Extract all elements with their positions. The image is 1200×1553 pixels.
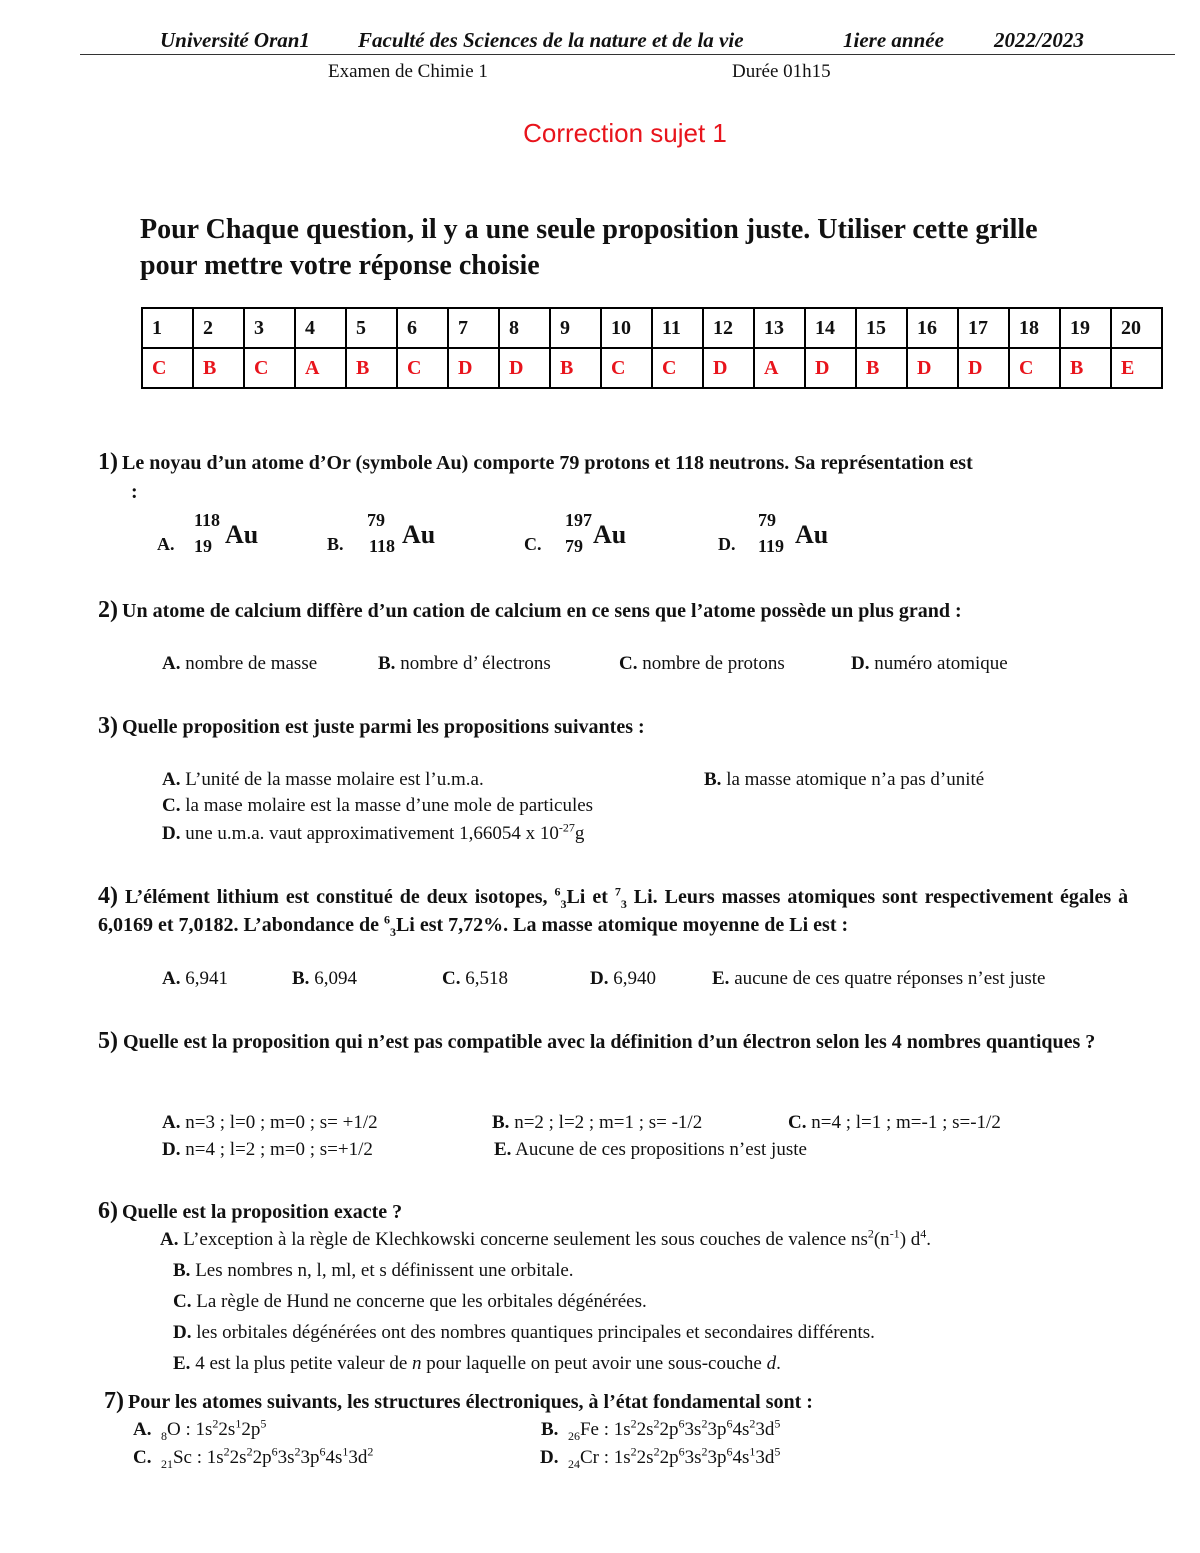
q5-option-e: E. Aucune de ces propositions n’est juste [494,1139,807,1160]
q7-option-c: C. $_{21}$Sc : $1s^22s^22p^63s^23p^64s^13d^2$ [133,1444,374,1471]
grid-answer-cell: D [907,348,958,388]
q4-option-e: E. aucune de ces quatre réponses n’est juste [712,968,1046,989]
grid-answer-cell: A [295,348,346,388]
grid-number-cell: 4 [295,308,346,348]
q5-option-a: A. n=3 ; l=0 ; m=0 ; s= +1/2 [162,1112,378,1133]
grid-answer-cell: D [703,348,754,388]
q2-option-b: B. nombre d’ électrons [378,653,551,674]
grid-number-cell: 3 [244,308,295,348]
grid-answer-cell: D [499,348,550,388]
grid-number-cell: 5 [346,308,397,348]
grid-answer-cell: B [346,348,397,388]
grid-number-cell: 11 [652,308,703,348]
grid-answer-cell: C [1009,348,1060,388]
q3-option-b: B. la masse atomique n’a pas d’unité [704,769,985,790]
grid-numbers-row [142,308,1162,348]
question-3: 3) Quelle proposition est juste parmi les propositions suivantes : [98,713,645,739]
q6-option-b: B. Les nombres n, l, ml, et s définissent une orbitale. [173,1260,574,1281]
q2-option-d: D. numéro atomique [851,653,1008,674]
grid-number-cell: 6 [397,308,448,348]
question-text: Le noyau d’un atome d’Or (symbole Au) comporte 79 protons et 118 neutrons. Sa représentation est [122,452,973,474]
grid-number-cell: 19 [1060,308,1111,348]
grid-answer-cell: C [601,348,652,388]
grid-answer-cell: D [805,348,856,388]
q3-option-d: D. une u.m.a. vaut approximativement 1,66054 x $10^{-27}g$ [162,820,585,844]
q4-option-b: B. 6,094 [292,968,357,989]
q6-option-c: C. La règle de Hund ne concerne que les orbitales dégénérées. [173,1291,647,1312]
grid-number-cell: 8 [499,308,550,348]
question-2: 2) Un atome de calcium diffère d’un cation de calcium en ce sens que l’atome possède un plus grand : [98,597,962,623]
grid-number-cell: 18 [1009,308,1060,348]
q4-option-d: D. 6,940 [590,968,656,989]
grid-number-cell: 10 [601,308,652,348]
grid-answers-row [142,348,1162,388]
university-name: Université Oran1 [160,28,310,52]
exam-duration: Durée 01h15 [732,61,831,82]
question-1-cont: : [131,481,138,503]
question-5: 5) Quelle est la proposition qui n’est pas compatible avec la définition d’un électron selon les 4 nombres quantiques ? [98,1028,1096,1054]
faculty-name: Faculté des Sciences de la nature et de la vie [358,28,744,52]
q3-option-a: A. L’unité de la masse molaire est l’u.m.a. [162,769,484,790]
grid-answer-cell: C [142,348,193,388]
q6-option-d: D. les orbitales dégénérées ont des nombres quantiques principales et secondaires différents. [173,1322,875,1343]
question-1 [98,449,973,476]
grid-number-cell: 16 [907,308,958,348]
grid-answer-cell: D [958,348,1009,388]
q3-option-c: C. la mase molaire est la masse d’une mole de particules [162,795,594,816]
grid-answer-cell: D [448,348,499,388]
instructions: Pour Chaque question, il y a une seule proposition juste. Utiliser cette grille pour mettre votre réponse choisie [140,214,1038,281]
grid-answer-cell: B [193,348,244,388]
grid-answer-cell: C [397,348,448,388]
grid-number-cell: 12 [703,308,754,348]
q6-option-a: A. L’exception à la règle de Klechkowski concerne seulement les sous couches de valence $ns^2(n^{-1})$ $d^4$. [160,1226,932,1250]
page-title: Correction sujet 1 [523,118,727,148]
grid-number-cell: 14 [805,308,856,348]
question-4: 4) L’élément lithium est constitué de deux isotopes, $^6_3$Li et $^7_3$ Li. Leurs masses atomiques sont respectivement égales à 6,0169 et 7,0182. L’abondance de $^6_3$Li est 7,72%. La masse atomique moyenne de Li est : [98,883,1129,939]
grid-number-cell: 13 [754,308,805,348]
grid-number-cell: 1 [142,308,193,348]
question-6: 6) Quelle est la proposition exacte ? [98,1198,403,1224]
grid-number-cell: 9 [550,308,601,348]
header-rule [80,54,1175,55]
grid-number-cell: 17 [958,308,1009,348]
q7-option-b: B. $_{26}$Fe : $1s^22s^22p^63s^23p^64s^23d^5$ [541,1416,781,1443]
year-level: 1iere année [843,28,944,52]
q7-option-d: D. $_{24}$Cr : $1s^22s^22p^63s^23p^64s^13d^5$ [540,1444,781,1471]
grid-answer-cell: E [1111,348,1162,388]
grid-number-cell: 20 [1111,308,1162,348]
grid-answer-cell: A [754,348,805,388]
grid-number-cell: 15 [856,308,907,348]
grid-answer-cell: C [652,348,703,388]
q5-option-d: D. n=4 ; l=2 ; m=0 ; s=+1/2 [162,1139,373,1160]
q7-option-a: A. $_8$O : $1s^22s^12p^5$ [133,1416,267,1443]
grid-answer-cell: B [856,348,907,388]
grid-number-cell: 7 [448,308,499,348]
grid-answer-cell: C [244,348,295,388]
q5-option-b: B. n=2 ; l=2 ; m=1 ; s= -1/2 [492,1112,703,1133]
question-7: 7) Pour les atomes suivants, les structures électroniques, à l’état fondamental sont : [104,1388,813,1414]
q2-option-c: C. nombre de protons [619,653,785,674]
q5-option-c: C. n=4 ; l=1 ; m=-1 ; s=-1/2 [788,1112,1001,1133]
q4-option-a: A. 6,941 [162,968,228,989]
grid-number-cell: 2 [193,308,244,348]
q4-option-c: C. 6,518 [442,968,508,989]
q2-option-a: A. nombre de masse [162,653,318,674]
exam-title: Examen de Chimie 1 [328,61,488,82]
academic-session: 2022/2023 [994,28,1084,52]
question-number: 1) [98,449,118,475]
grid-answer-cell: B [1060,348,1111,388]
grid-answer-cell: B [550,348,601,388]
q6-option-e: E. 4 est la plus petite valeur de n pour laquelle on peut avoir une sous-couche d. [173,1353,781,1374]
answer-grid [141,307,1163,389]
